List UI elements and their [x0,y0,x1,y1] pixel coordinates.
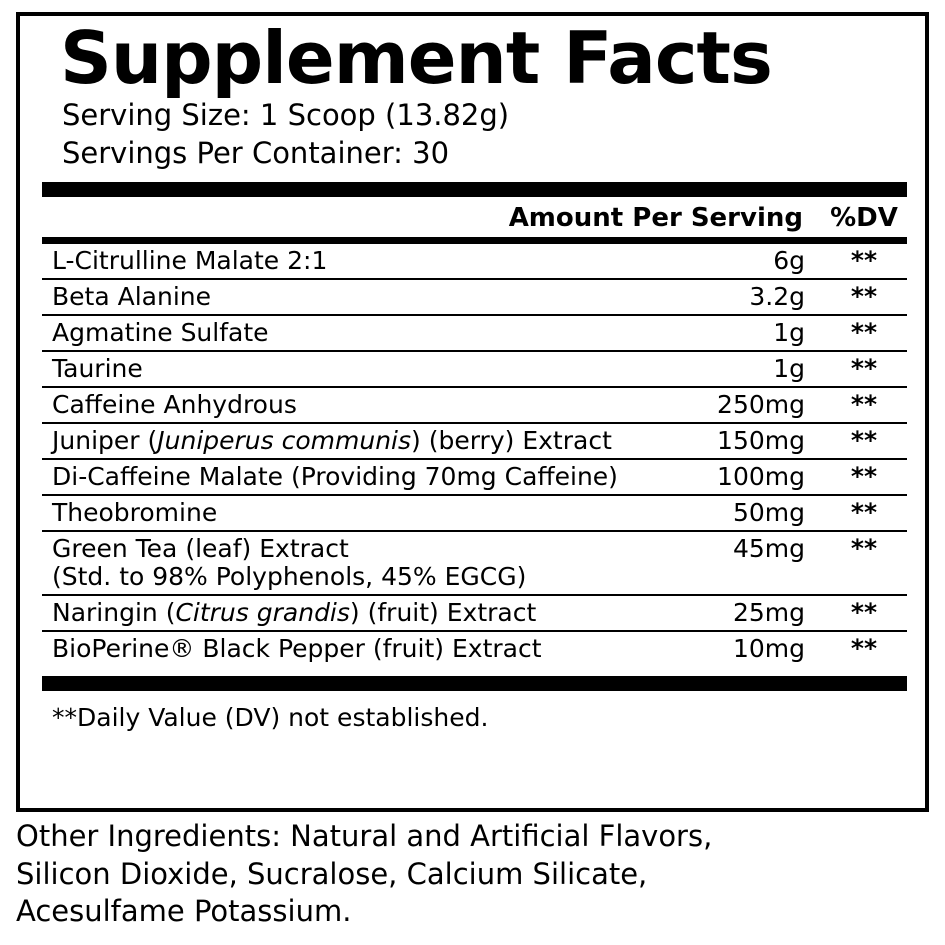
ingredient-name-main: Green Tea (leaf) Extract [52,533,349,563]
ingredient-name-standardization: (Std. to 98% Polyphenols, 45% EGCG) [52,561,527,591]
ingredient-amount: 3.2g [645,279,821,315]
divider-under-headers [42,237,907,244]
ingredients-table [42,244,907,666]
ingredient-dv: ** [821,351,907,387]
ingredient-dv: ** [821,423,907,459]
other-ingredients-line-1: Other Ingredients: Natural and Artificial Flavors, [16,819,713,853]
ingredient-amount: 50mg [645,495,821,531]
table-row [42,351,907,387]
ingredient-name: Di-Caffeine Malate (Providing 70mg Caffeine) [42,459,645,495]
ingredient-amount: 1g [645,351,821,387]
divider-thick-top [42,182,907,197]
column-headers [42,197,907,237]
ingredient-name: BioPerine® Black Pepper (fruit) Extract [52,633,542,663]
ingredient-latin-name: Citrus grandis [175,597,350,627]
table-row [42,531,907,595]
ingredient-name [42,423,645,459]
table-row [42,387,907,423]
other-ingredients-line-3: Acesulfame Potassium. [16,894,352,929]
ingredient-name-suffix: ) (berry) Extract [411,425,612,455]
ingredient-name: Taurine [42,351,645,387]
table-row [42,459,907,495]
ingredient-amount: 100mg [645,459,821,495]
divider-thick-bottom [42,676,907,691]
facts-panel [16,12,929,812]
table-row [42,631,907,666]
ingredient-dv: ** [821,315,907,351]
ingredient-amount: 25mg [645,595,821,631]
ingredient-name: Theobromine [42,495,645,531]
table-row [42,315,907,351]
ingredient-dv: ** [850,633,878,663]
serving-size: Serving Size: 1 Scoop (13.82g) [62,98,510,133]
ingredient-name-prefix: Naringin ( [52,597,176,627]
ingredient-name-prefix: Juniper ( [52,425,158,455]
servings-per-container: Servings Per Container: 30 [62,135,450,170]
page-title: Supplement Facts [60,16,772,100]
header-amount-per-serving: Amount Per Serving [508,202,803,233]
ingredient-amount: 250mg [645,387,821,423]
ingredient-name: L-Citrulline Malate 2:1 [42,244,645,279]
ingredient-dv: ** [821,387,907,423]
other-ingredients [16,818,929,931]
ingredient-dv: ** [821,459,907,495]
ingredient-name [42,531,645,595]
ingredient-dv: ** [821,531,907,595]
ingredient-name: Caffeine Anhydrous [42,387,645,423]
ingredient-name-suffix: ) (fruit) Extract [349,597,537,627]
table-row [42,279,907,315]
ingredient-amount: 6g [645,244,821,279]
ingredient-name [42,595,645,631]
ingredient-amount: 10mg [732,633,805,663]
ingredient-dv: ** [821,595,907,631]
table-row [42,423,907,459]
other-ingredients-line-2: Silicon Dioxide, Sucralose, Calcium Silicate, [16,856,648,891]
ingredient-name: Agmatine Sulfate [42,315,645,351]
ingredient-dv: ** [821,244,907,279]
daily-value-footnote: **Daily Value (DV) not established. [52,702,489,732]
ingredient-dv: ** [821,495,907,531]
table-row [42,595,907,631]
ingredient-amount: 1g [645,315,821,351]
table-row [42,244,907,279]
ingredient-latin-name: Juniperus communis [157,425,412,455]
table-row [42,495,907,531]
ingredient-amount: 45mg [645,531,821,595]
ingredient-amount: 150mg [645,423,821,459]
ingredient-dv: ** [821,279,907,315]
header-percent-dv: %DV [830,202,898,233]
ingredient-name: Beta Alanine [42,279,645,315]
